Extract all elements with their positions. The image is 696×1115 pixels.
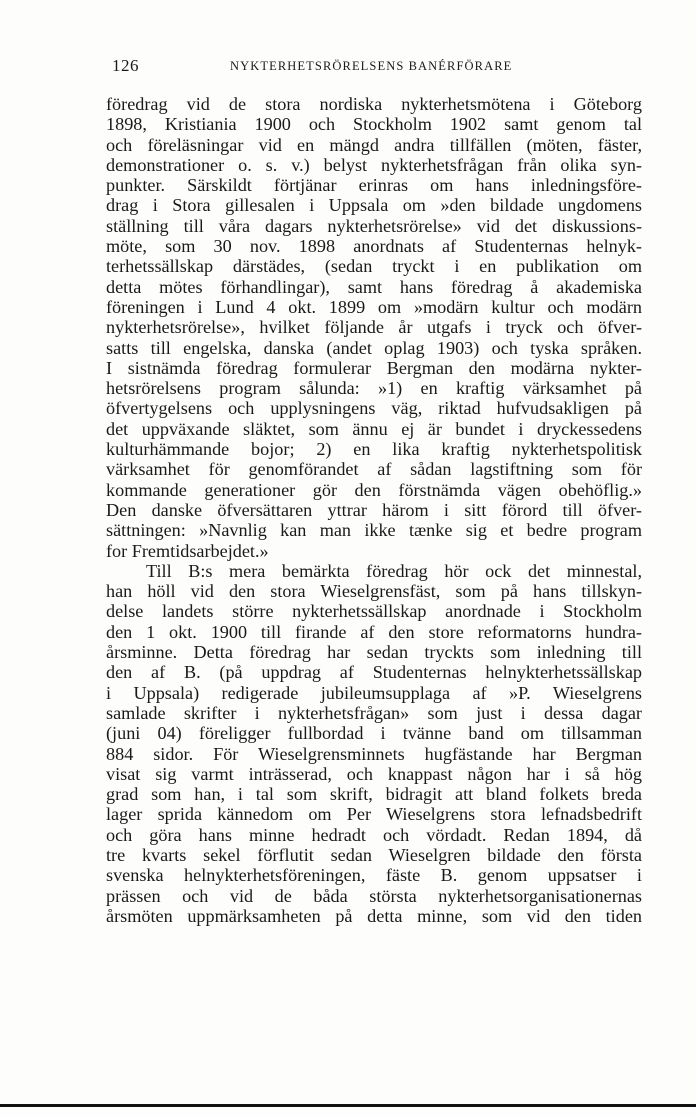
text-line: drag i Stora gillesalen i Uppsala om »den bildade ungdomens xyxy=(106,195,642,216)
text-line: sättningen: »Navnlig kan man ikke tænke sig et bedre program xyxy=(106,520,642,541)
text-line: kommande generationer gör den förstnämda vägen obehöflig.» xyxy=(106,479,642,500)
text-line: 1898, Kristiania 1900 och Stockholm 1902 samt genom tal xyxy=(106,114,642,135)
text-line: terhetssällskap därstädes, (sedan tryckt i en publikation om xyxy=(106,256,642,277)
text-line: kulturhämmande bojor; 2) en lika kraftig nykterhetspolitisk xyxy=(106,439,642,460)
body-text xyxy=(106,94,642,926)
text-line: nykterhetsrörelse», hvilket följande år utgafs i tryck och öfver- xyxy=(106,317,642,338)
text-line: möte, som 30 nov. 1898 anordnats af Studenternas helnyk- xyxy=(106,236,642,257)
scan-edge-line xyxy=(0,1104,696,1107)
text-line: årsminne. Detta föredrag har sedan tryckts som inledning till xyxy=(106,642,642,663)
text-line: årsmöten uppmärksamheten på detta minne, som vid den tiden xyxy=(106,905,642,926)
text-line: föreningen i Lund 4 okt. 1899 om »modärn kultur och modärn xyxy=(106,296,642,317)
text-line: detta mötes förhandlingar), samt hans föredrag å akademiska xyxy=(106,276,642,297)
paragraph-end-line: for Fremtidsarbejdet.» xyxy=(106,540,269,561)
text-line: 884 sidor. För Wieselgrensminnets hugfästande har Bergman xyxy=(106,743,642,764)
text-line: demonstrationer o. s. v.) belyst nykterhetsfrågan från olika syn- xyxy=(106,154,642,175)
text-line: och föreläsningar vid en mängd andra tillfällen (möten, fäster, xyxy=(106,134,642,155)
text-line: och göra hans minne hedradt och vördadt. Redan 1894, då xyxy=(106,824,642,845)
text-line: det uppväxande släktet, som ännu ej är bundet i dryckessedens xyxy=(106,418,642,439)
text-line: öfvertygelsens och upplysningens väg, riktad hufvudsakligen på xyxy=(106,398,642,419)
text-line: han höll vid den stora Wieselgrensfäst, som på hans tillskyn- xyxy=(106,581,642,602)
text-line: tre kvarts sekel förflutit sedan Wieselgren bildade den första xyxy=(106,844,642,865)
text-line: föredrag vid de stora nordiska nykterhetsmötena i Göteborg xyxy=(106,94,642,114)
text-line: den 1 okt. 1900 till firande af den store reformatorns hundra- xyxy=(106,621,642,642)
text-line: samlade skrifter i nykterhetsfrågan» som just i dessa dagar xyxy=(106,702,642,723)
text-line: delse landets större nykterhetssällskap anordnade i Stockholm xyxy=(106,601,642,622)
text-line: värksamhet för genomförandet af sådan lagstiftning som för xyxy=(106,459,642,480)
text-line: prässen och vid de båda största nykterhetsorganisationernas xyxy=(106,885,642,906)
text-line: hetsrörelsens program sålunda: »1) en kraftig värksamhet på xyxy=(106,378,642,399)
page-header xyxy=(106,56,642,80)
text-line: punkter. Särskildt förtjänar erinras om hans inledningsföre- xyxy=(106,175,642,196)
text-line: (juni 04) föreligger fullbordad i tvänne band om tillsamman xyxy=(106,723,642,744)
text-line: visat sig varmt inträsserad, och knappast någon har i så hög xyxy=(106,763,642,784)
text-line: ställning till våra dagars nykterhetsrörelse» vid det diskussions- xyxy=(106,215,642,236)
page-number: 126 xyxy=(112,56,139,75)
text-line: satts till engelska, danska (andet oplag 1903) och tyska språken. xyxy=(106,337,642,358)
text-line: i Uppsala) redigerade jubileumsupplaga af »P. Wieselgrens xyxy=(106,682,642,703)
text-line: lager sprida kännedom om Per Wieselgrens stora lefnadsbedrift xyxy=(106,804,642,825)
text-line: grad som han, i tal som skrift, bidragit att bland folkets breda xyxy=(106,784,642,805)
text-line: I sistnämda föredrag formulerar Bergman den modärna nykter- xyxy=(106,357,642,378)
running-head: NYKTERHETSRÖRELSENS BANÉRFÖRARE xyxy=(230,59,513,73)
paragraph-first-line: Till B:s mera bemärkta föredrag hör ock det minnestal, xyxy=(146,560,642,581)
text-line: Den danske öfversättaren yttrar härom i sitt förord till öfver- xyxy=(106,499,642,520)
text-line: svenska helnykterhetsföreningen, fäste B. genom uppsatser i xyxy=(106,865,642,886)
text-line: den af B. (på uppdrag af Studenternas helnykterhetssällskap xyxy=(106,662,642,683)
